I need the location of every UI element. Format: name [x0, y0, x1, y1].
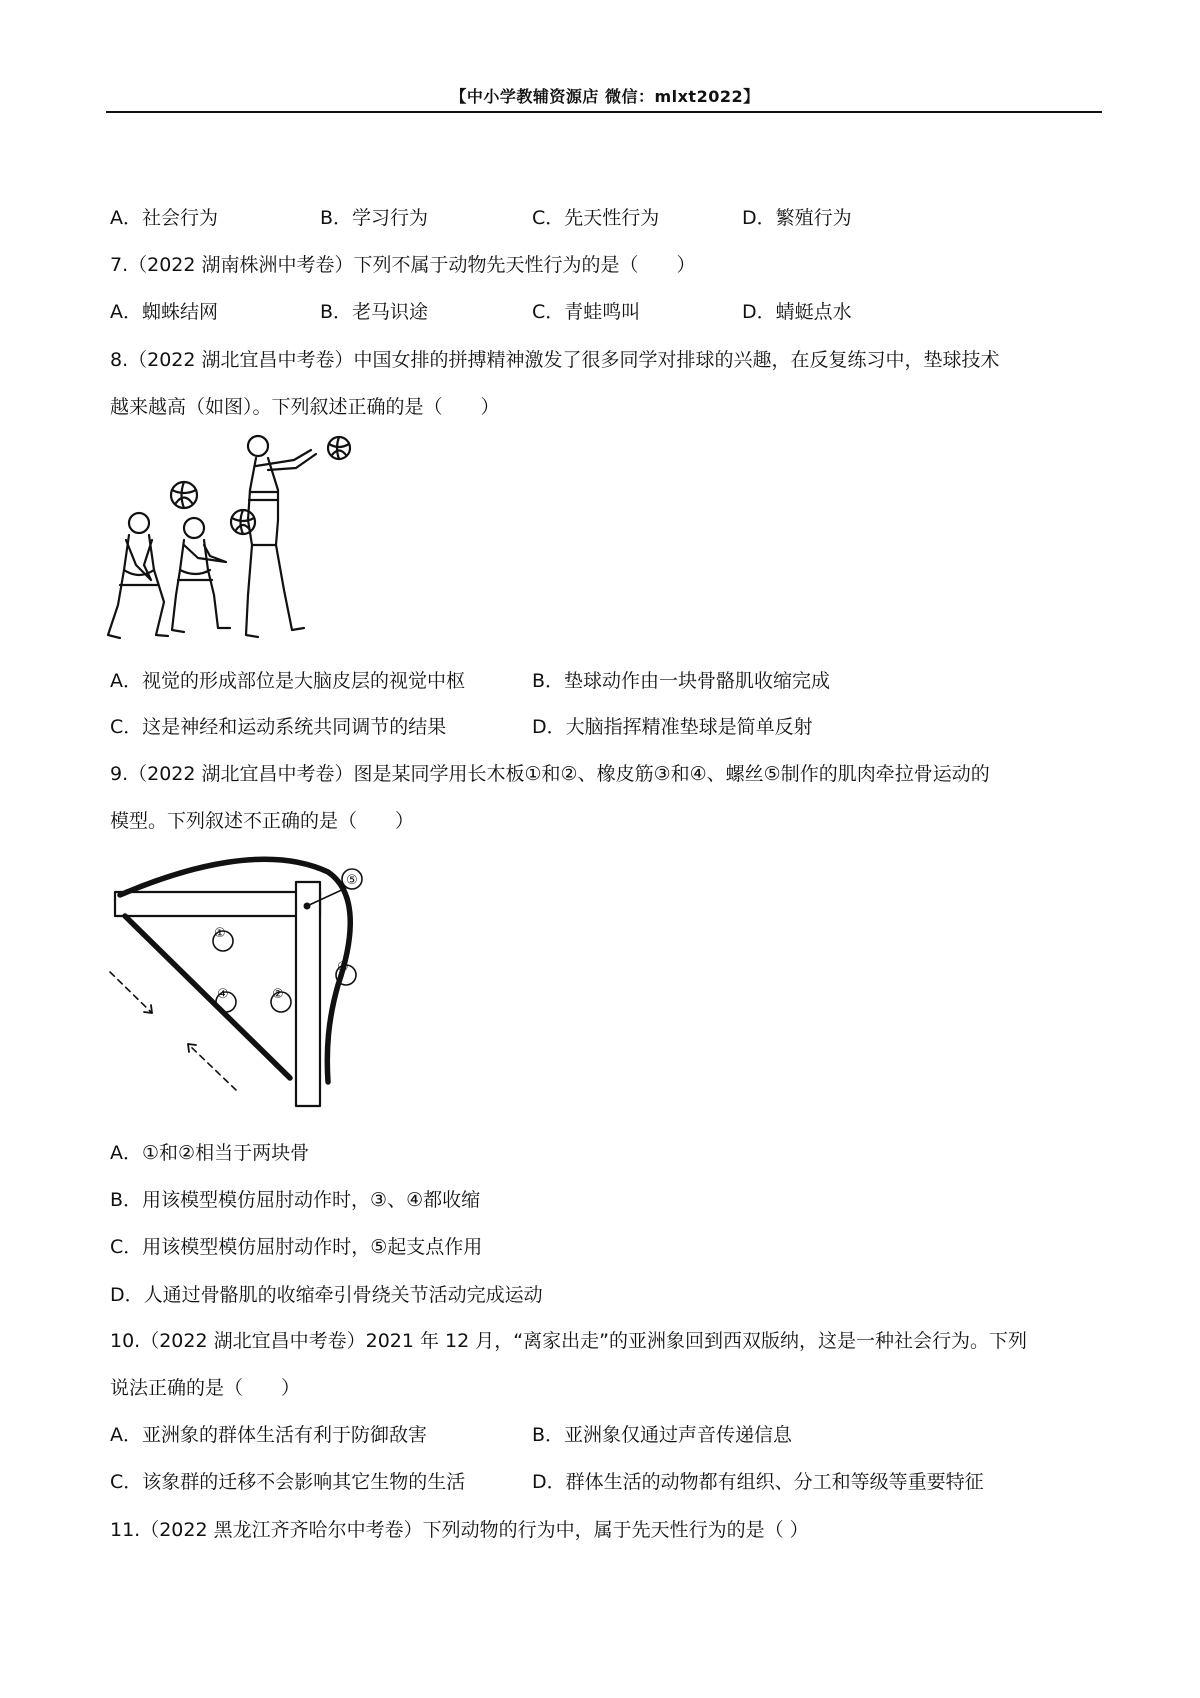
q9-option-b: B．用该模型模仿屈肘动作时，③、④都收缩	[110, 1189, 481, 1211]
q8-stem-line2: 越来越高（如图）。下列叙述正确的是（ ）	[110, 396, 500, 418]
player-2-figure	[172, 518, 230, 632]
q10-stem-line1: 10.（2022 湖北宜昌中考卷）2021 年 12 月，“离家出走”的亚洲象回到西双版纳，这是一种社会行为。下列	[110, 1330, 1027, 1352]
player-3-figure	[246, 436, 316, 637]
header-rule	[106, 111, 1102, 113]
player-1-figure	[108, 513, 168, 638]
label-5: ⑤	[346, 873, 358, 888]
q8-stem-line1: 8.（2022 湖北宜昌中考卷）中国女排的拼搏精神激发了很多同学对排球的兴趣，在反复练习中，垫球技术	[110, 349, 1000, 371]
q6-option-c: C．先天性行为	[532, 207, 660, 229]
label-3: ③	[337, 960, 349, 975]
q11-stem: 11.（2022 黑龙江齐齐哈尔中考卷）下列动物的行为中，属于先天性行为的是（ ）	[110, 1519, 809, 1541]
q7-stem: 7.（2022 湖南株洲中考卷）下列不属于动物先天性行为的是（ ）	[110, 254, 696, 276]
q8-option-c: C．这是神经和运动系统共同调节的结果	[110, 716, 447, 738]
q9-stem-line2: 模型。下列叙述不正确的是（ ）	[110, 810, 415, 832]
q9-option-a: A．①和②相当于两块骨	[110, 1142, 310, 1164]
label-4: ④	[217, 987, 229, 1002]
q9-option-d: D．人通过骨骼肌的收缩牵引骨绕关节活动完成运动	[110, 1284, 543, 1306]
q10-option-d: D．群体生活的动物都有组织、分工和等级等重要特征	[532, 1471, 984, 1493]
q6-option-b: B．学习行为	[320, 207, 429, 229]
volleyball-icon-2	[231, 510, 255, 534]
q8-option-d: D．大脑指挥精准垫球是简单反射	[532, 716, 813, 738]
label-2: ②	[272, 987, 284, 1002]
q7-option-c: C．青蛙鸣叫	[532, 301, 641, 323]
board-1-shape	[115, 892, 320, 916]
board-2-shape	[296, 882, 320, 1106]
q10-option-b: B．亚洲象仅通过声音传递信息	[532, 1424, 793, 1446]
q6-option-d: D．繁殖行为	[742, 207, 852, 229]
q8-option-a: A．视觉的形成部位是大脑皮层的视觉中枢	[110, 670, 465, 692]
q7-option-a: A．蜘蛛结网	[110, 301, 218, 323]
q10-option-a: A．亚洲象的群体生活有利于防御敌害	[110, 1424, 427, 1446]
q8-option-b: B．垫球动作由一块骨骼肌收缩完成	[532, 670, 831, 692]
q9-stem-line1: 9.（2022 湖北宜昌中考卷）图是某同学用长木板①和②、橡皮筋③和④、螺丝⑤制作的肌肉牵拉骨运动的	[110, 763, 990, 785]
label-1: ①	[214, 926, 226, 941]
volleyball-icon-3	[328, 437, 350, 459]
q10-option-c: C．该象群的迁移不会影响其它生物的生活	[110, 1471, 466, 1493]
q10-stem-line2: 说法正确的是（ ）	[110, 1377, 301, 1399]
q7-option-d: D．蜻蜓点水	[742, 301, 852, 323]
volleyball-figure	[106, 430, 366, 654]
page-header: 【中小学教辅资源店 微信：mlxt2022】	[450, 87, 760, 106]
q6-option-a: A．社会行为	[110, 207, 218, 229]
band-4-shape	[125, 916, 290, 1078]
muscle-bone-model-figure	[100, 850, 400, 1114]
q7-option-b: B．老马识途	[320, 301, 429, 323]
volleyball-icon-1	[171, 482, 197, 508]
q9-option-c: C．用该模型模仿屈肘动作时，⑤起支点作用	[110, 1236, 483, 1258]
